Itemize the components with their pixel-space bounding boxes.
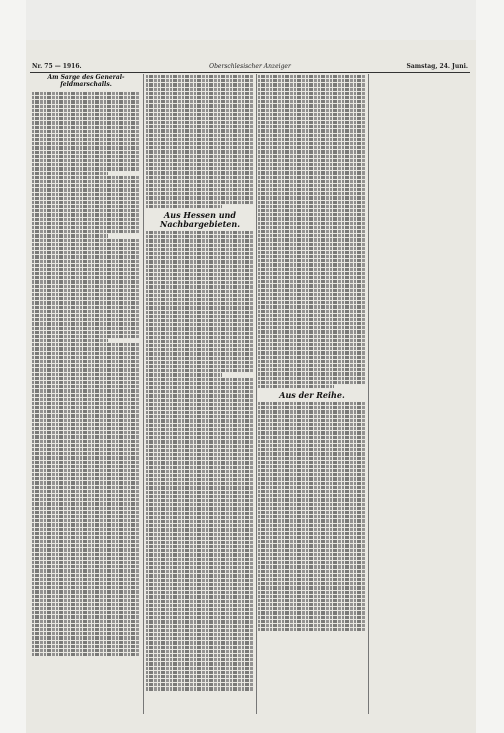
- issue-number: Nr. 75 — 1916.: [32, 63, 82, 70]
- article-body-col2-top: [146, 75, 254, 208]
- section-title-hessen: Aus Hessen und Nachbargebieten.: [160, 210, 240, 229]
- section-title-reihe: Aus der Reihe.: [279, 390, 345, 401]
- article-body-col3: [258, 402, 366, 631]
- article-body-col2: [146, 231, 254, 691]
- scan-margin-left: [0, 0, 26, 733]
- article-body-col3-top: [258, 75, 366, 388]
- issue-date: Samstag, 24. Juni.: [406, 63, 468, 70]
- column-divider-2: [256, 74, 257, 714]
- page-header: [30, 62, 470, 72]
- newspaper-name: Oberschlesischer Anzeiger: [209, 63, 291, 70]
- header-rule: [30, 72, 470, 73]
- column-1: [32, 74, 140, 714]
- scan-margin-right: [476, 0, 504, 733]
- article-title: Am Sarge des General-feldmarschalls.: [47, 74, 125, 88]
- column-3: [258, 74, 366, 714]
- column-divider-1: [143, 74, 144, 714]
- column-2: [146, 74, 254, 714]
- column-divider-3: [368, 74, 369, 714]
- article-body-col1: [32, 92, 140, 656]
